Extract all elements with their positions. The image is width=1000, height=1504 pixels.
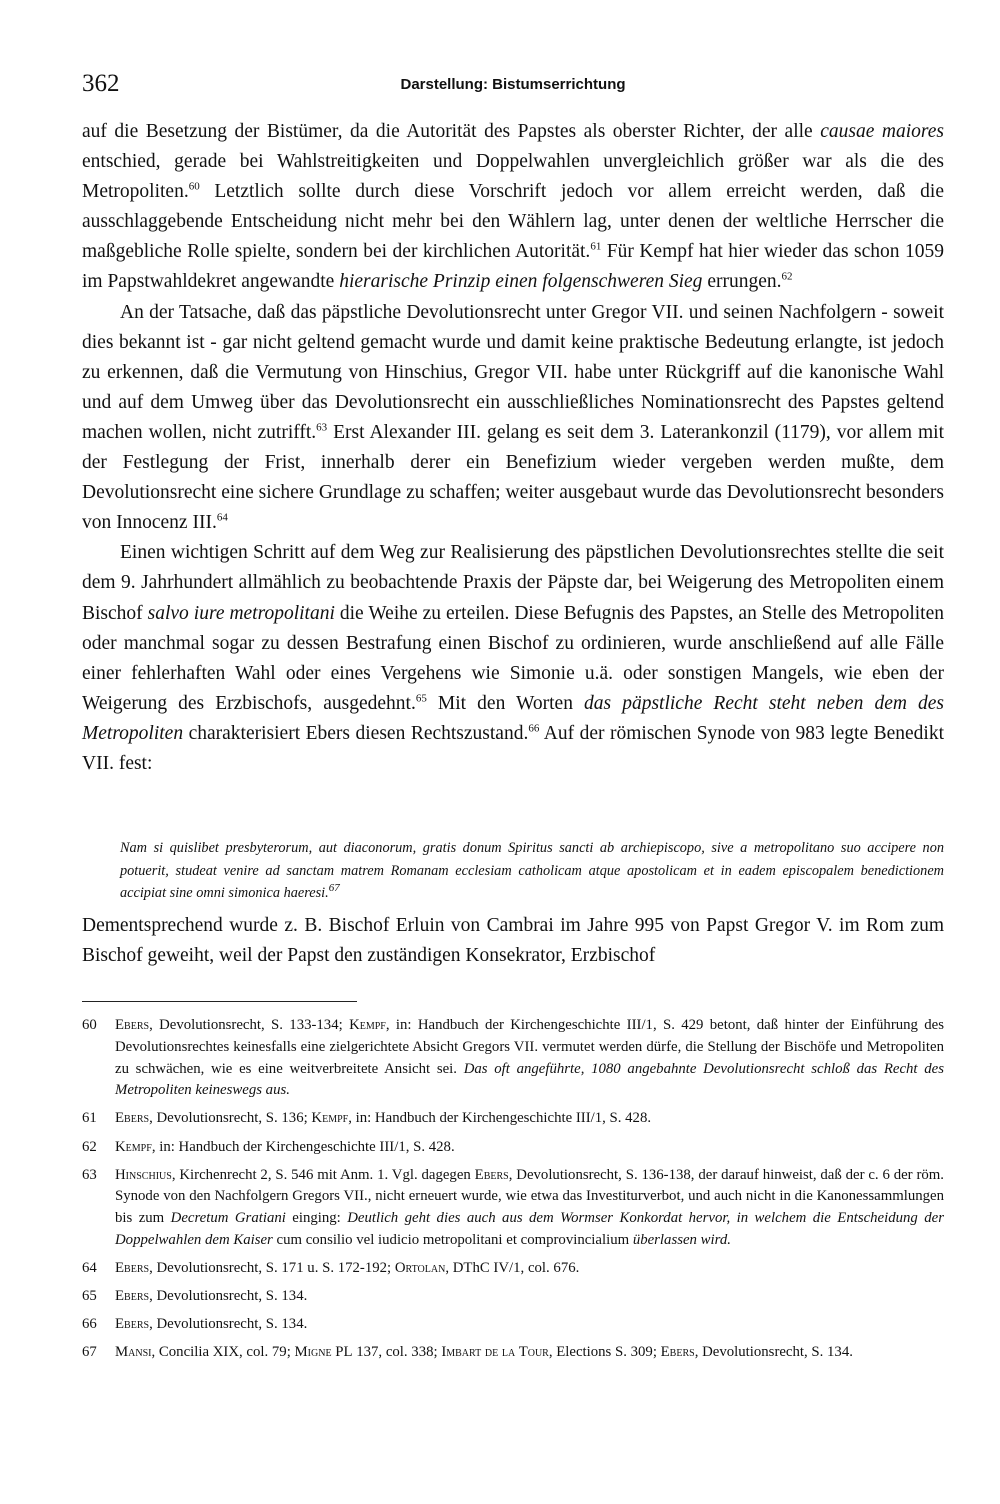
block-quote (120, 837, 944, 905)
quotation: Deutlich geht dies auch aus dem Wormser Konkordat hervor, in welchem die Entscheidung der Doppelwahlen dem Kaiser (115, 1210, 944, 1249)
author: Kempf (311, 1110, 349, 1127)
footnote-ref-61[interactable]: 61 (590, 240, 602, 253)
paragraph-1 (82, 117, 944, 298)
author: Ebers (115, 1260, 150, 1277)
text: einging: (285, 1210, 348, 1227)
author: Imbart de la Tour (441, 1344, 549, 1361)
footnote-ref-63[interactable]: 63 (316, 421, 328, 434)
author: Kempf (349, 1017, 386, 1033)
text: charakterisiert Ebers diesen Rechtszustand. (183, 722, 529, 744)
text: , Devolutionsrecht, S. 133-134; (149, 1017, 350, 1033)
author: Mansi (115, 1344, 152, 1361)
author: Ebers (474, 1166, 509, 1183)
footnote-61 (82, 1108, 944, 1130)
author: Ebers (660, 1344, 695, 1361)
text: , in: Handbuch der Kirchengeschichte III/1, S. 428. (151, 1138, 455, 1155)
author: Ebers (115, 1288, 150, 1305)
text: , Devolutionsrecht, S. 134. (149, 1288, 308, 1305)
footnote-ref-66[interactable]: 66 (528, 722, 540, 735)
author: Migne PL (294, 1344, 353, 1361)
text: 137, col. 338; (352, 1344, 442, 1361)
footnote-number: 62 (82, 1138, 97, 1155)
footnote-64 (82, 1258, 944, 1280)
paragraph-3 (82, 538, 944, 779)
body-text (82, 117, 944, 779)
footnote-ref-65[interactable]: 65 (415, 692, 427, 705)
text: , Devolutionsrecht, S. 171 u. S. 172-192; (149, 1260, 395, 1277)
footnote-ref-67[interactable]: 67 (328, 882, 340, 895)
author: Ebers (115, 1017, 150, 1033)
paragraph-2 (82, 298, 944, 539)
text: Für Kempf hat hier wieder das schon 1059 im Papstwahldekret angewandte (82, 241, 944, 293)
footnote-number: 66 (82, 1316, 97, 1333)
text: An der Tatsache, daß das päpstliche Devolutionsrecht unter Gregor VII. und seinen Nachfolgern - soweit dies bekannt ist - gar nicht geltend gemacht wurde und damit keine praktische Bedeutung erlangte, ist jedoch zu erkennen, daß die Vermutung von Hinschius, Gregor VII. habe unter Rückgriff auf die kanonische Wahl und auf dem Umweg über das Devolutionsrecht ein ausschließliches Nominationsrecht des Papstes geltend machen wollen, nicht zutrifft. (82, 301, 944, 443)
body-text-continued (82, 911, 944, 971)
footnote-number: 65 (82, 1288, 97, 1305)
footnote-63 (82, 1165, 944, 1252)
title: Decretum Gratiani (170, 1210, 286, 1227)
page-number: 362 (82, 70, 120, 97)
text: , in: Handbuch der Kirchengeschichte III/1, S. 428. (348, 1110, 652, 1127)
text: , Kirchenrecht 2, S. 546 mit Anm. 1. Vgl. dagegen (171, 1166, 475, 1183)
emphasis: das päpstliche Recht steht neben dem des Metropoliten (82, 692, 944, 744)
text: Auf der römischen Synode von 983 legte Benedikt VII. fest: (82, 722, 944, 774)
emphasis: salvo iure metropolitani (147, 602, 335, 624)
text: die Weihe zu erteilen. Diese Befugnis des Papstes, an Stelle des Metropoliten oder manchmal sogar zu dessen Bestrafung einen Bischof zu ordinieren, wurde anschließend auf alle Fälle einer fehlerhaften Wahl oder eines Vergehens wie Simonie u.ä. oder sonstigen Mangels, wie eben der Weigerung des Erzbischofs, ausgedehnt. (82, 602, 944, 714)
text: errungen. (702, 271, 782, 293)
author: Kempf (115, 1138, 152, 1155)
footnote-66 (82, 1314, 944, 1336)
author: Hinschius (115, 1166, 172, 1183)
footnote-ref-64[interactable]: 64 (216, 511, 228, 524)
page-header (82, 70, 944, 104)
footnotes (82, 1015, 944, 1371)
footnote-60 (82, 1015, 944, 1102)
paragraph-4: Dementsprechend wurde z. B. Bischof Erluin von Cambrai im Jahre 995 von Papst Gregor V. im Rom zum Bischof geweiht, weil der Papst den zuständigen Konsekrator, Erzbischof (82, 915, 944, 967)
footnote-number: 67 (82, 1344, 97, 1361)
quote-text: Nam si quislibet presbyterorum, aut diaconorum, gratis donum Spiritus sancti ab archiepiscopo, sive a metropolitano suo accipere non potuerit, studeat venire ad sanctam matrem Romanam ecclesiam catholicam atque apostolicam et in eadem episcopalem benedictionem accipiat sine omni simonica haeresi. (120, 840, 944, 902)
running-head: Darstellung: Bistumserrichtung (400, 76, 626, 93)
author: Ebers (115, 1316, 150, 1333)
text: Einen wichtigen Schritt auf dem Weg zur Realisierung des päpstlichen Devolutionsrechtes stellte die seit dem 9. Jahrhundert allmählich zu beobachtende Praxis der Päpste dar, bei Weigerung des Metropoliten einem Bischof (82, 542, 944, 624)
text: , Devolutionsrecht, S. 136; (149, 1110, 312, 1127)
footnote-67 (82, 1342, 944, 1364)
text: , in: Handbuch der Kirchengeschichte III/1, S. 429 betont, daß hinter der Einführung des Devolutionsrechtes keinesfalls eine zielgerichtete Absicht Gregors VII. vermutet werden dürfe, die Stellung der Bischöfe und Metropoliten zu schwächen, wie es eine weitverbreitete Ansicht sei. (115, 1017, 944, 1077)
text: , Elections S. 309; (548, 1344, 661, 1361)
footnote-65 (82, 1286, 944, 1308)
text: cum consilio vel iudicio metropolitani et comprovincialium (272, 1232, 633, 1249)
text: , Devolutionsrecht, S. 134. (149, 1316, 308, 1333)
text: auf die Besetzung der Bistümer, da die Autorität des Papstes als oberster Richter, der alle (82, 121, 821, 142)
footnote-ref-60[interactable]: 60 (188, 180, 200, 193)
footnote-number: 63 (82, 1166, 97, 1183)
text: Letztlich sollte durch diese Vorschrift jedoch vor allem erreicht werden, daß die ausschlaggebende Entscheidung nicht mehr bei den Wählern lag, unter denen der weltliche Herrscher die maßgebliche Rolle spielte, sondern bei der kirchlichen Autorität. (82, 181, 944, 263)
emphasis: hierarische Prinzip einen folgenschweren Sieg (339, 271, 703, 293)
text: , Devolutionsrecht, S. 136-138, der darauf hinweist, daß der c. 6 der röm. Synode von den Nachfolgern Gregors VII., nicht erneuert wurde, wie etwa das Investiturverbot, und auch nicht in die Kanonessammlungen bis zum (115, 1166, 944, 1227)
footnote-divider (82, 1001, 357, 1002)
footnote-number: 64 (82, 1260, 97, 1277)
text: , DThC IV/1, col. 676. (445, 1260, 580, 1277)
text: entschied, gerade bei Wahlstreitigkeiten und Doppelwahlen unvergleichlich größer war als die des Metropoliten. (82, 151, 944, 203)
footnote-62 (82, 1137, 944, 1159)
emphasis: causae maiores (820, 121, 944, 142)
quotation: Das oft angeführte, 1080 angebahnte Devolutionsrecht schloß das Recht des Metropoliten keineswegs aus. (115, 1060, 944, 1099)
author: Ebers (115, 1110, 150, 1127)
text: Erst Alexander III. gelang es seit dem 3. Laterankonzil (1179), vor allem mit der Festlegung der Frist, innerhalb derer ein Benefizium wieder vergeben werden mußte, dem Devolutionsrecht eine sichere Grundlage zu schaffen; weiter ausgebaut wurde das Devolutionsrecht besonders von Innocenz III. (82, 421, 944, 534)
footnote-number: 60 (82, 1017, 97, 1033)
quotation: überlassen wird. (632, 1232, 731, 1249)
footnote-number: 61 (82, 1110, 97, 1127)
text: Mit den Worten (426, 692, 585, 714)
author: Ortolan (394, 1260, 446, 1277)
text: , Devolutionsrecht, S. 134. (694, 1344, 853, 1361)
text: , Concilia XIX, col. 79; (151, 1344, 295, 1361)
footnote-ref-62[interactable]: 62 (781, 270, 793, 283)
